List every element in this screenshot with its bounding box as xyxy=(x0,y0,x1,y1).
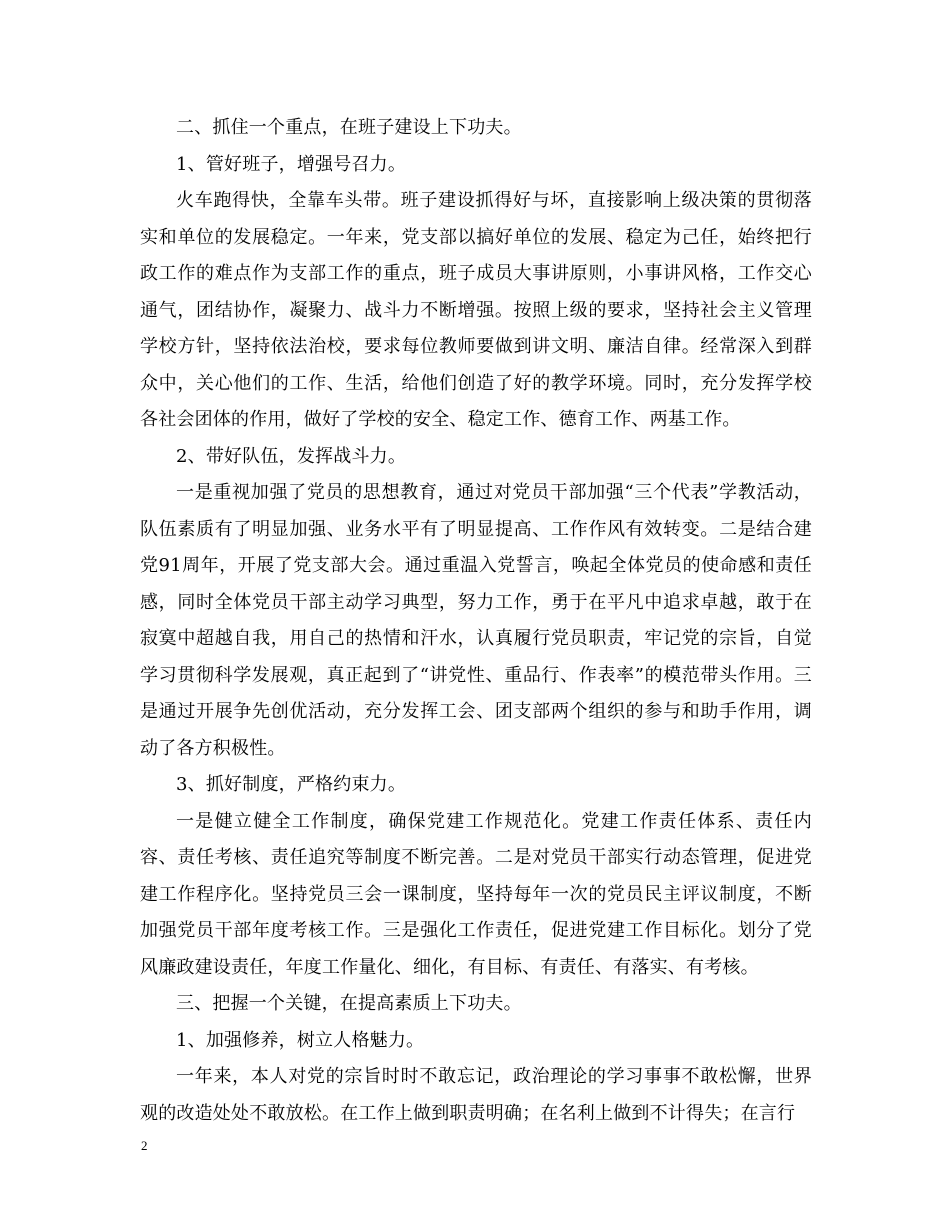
page-number: 2 xyxy=(141,1138,148,1153)
subsection-heading-2-3: 3、抓好制度，严格约束力。 xyxy=(176,774,407,795)
subsection-heading-2-1: 1、管好班子，增强号召力。 xyxy=(176,153,407,175)
section-heading-2: 二、抓住一个重点，在班子建设上下功夫。 xyxy=(176,117,522,138)
subsection-heading-3-1: 1、加强修养，树立人格魅力。 xyxy=(176,1029,425,1051)
paragraph-team: 一是重视加强了党员的思想教育，通过对党员干部加强“三个代表”学教活动，队伍素质有了明显加强、业务水平有了明显提高、工作作风有效转变。二是结合建党91周年，开展了党支部大会。通过重温入党誓言，唤起全体党员的使命感和责任感，同时全体党员干部主动学习典型，努力工作，勇于在平凡中追求卓越，敢于在寂寞中超越自我，用自己的热情和汗水，认真履行党员职责，牢记党的宗旨，自觉学习贯彻科学发展观，真正起到了“讲党性、重品行、作表率”的模范带头作用。三是通过开展争先创优活动，充分发挥工会、团支部两个组织的参与和助手作用，调动了各方积极性。 xyxy=(140,482,812,759)
paragraph-system: 一是健立健全工作制度，确保党建工作规范化。党建工作责任体系、责任内容、责任考核、责任追究等制度不断完善。二是对党员干部实行动态管理，促进党建工作程序化。坚持党员三会一课制度，坚持每年一次的党员民主评议制度，不断加强党员干部年度考核工作。三是强化工作责任，促进党建工作目标化。划分了党风廉政建设责任，年度工作量化、细化，有目标、有责任、有落实、有考核。 xyxy=(140,810,812,978)
document-body xyxy=(140,110,812,1132)
subsection-heading-2-2: 2、带好队伍，发挥战斗力。 xyxy=(176,445,407,467)
paragraph-self-cultivation: 一年来，本人对党的宗旨时时不敢忘记，政治理论的学习事事不敢松懈，世界观的改造处处不敢放松。在工作上做到职责明确；在名利上做到不计得失；在言行 xyxy=(140,1066,812,1124)
paragraph-leadership: 火车跑得快，全靠车头带。班子建设抓得好与坏，直接影响上级决策的贯彻落实和单位的发展稳定。一年来，党支部以搞好单位的发展、稳定为己任，始终把行政工作的难点作为支部工作的重点，班子成员大事讲原则，小事讲风格，工作交心通气，团结协作，凝聚力、战斗力不断增强。按照上级的要求，坚持社会主义管理学校方针，坚持依法治校，要求每位教师要做到讲文明、廉洁自律。经常深入到群众中，关心他们的工作、生活，给他们创造了好的教学环境。同时，充分发挥学校各社会团体的作用，做好了学校的安全、稳定工作、德育工作、两基工作。 xyxy=(140,190,812,430)
section-heading-3: 三、把握一个关键，在提高素质上下功夫。 xyxy=(176,993,522,1014)
